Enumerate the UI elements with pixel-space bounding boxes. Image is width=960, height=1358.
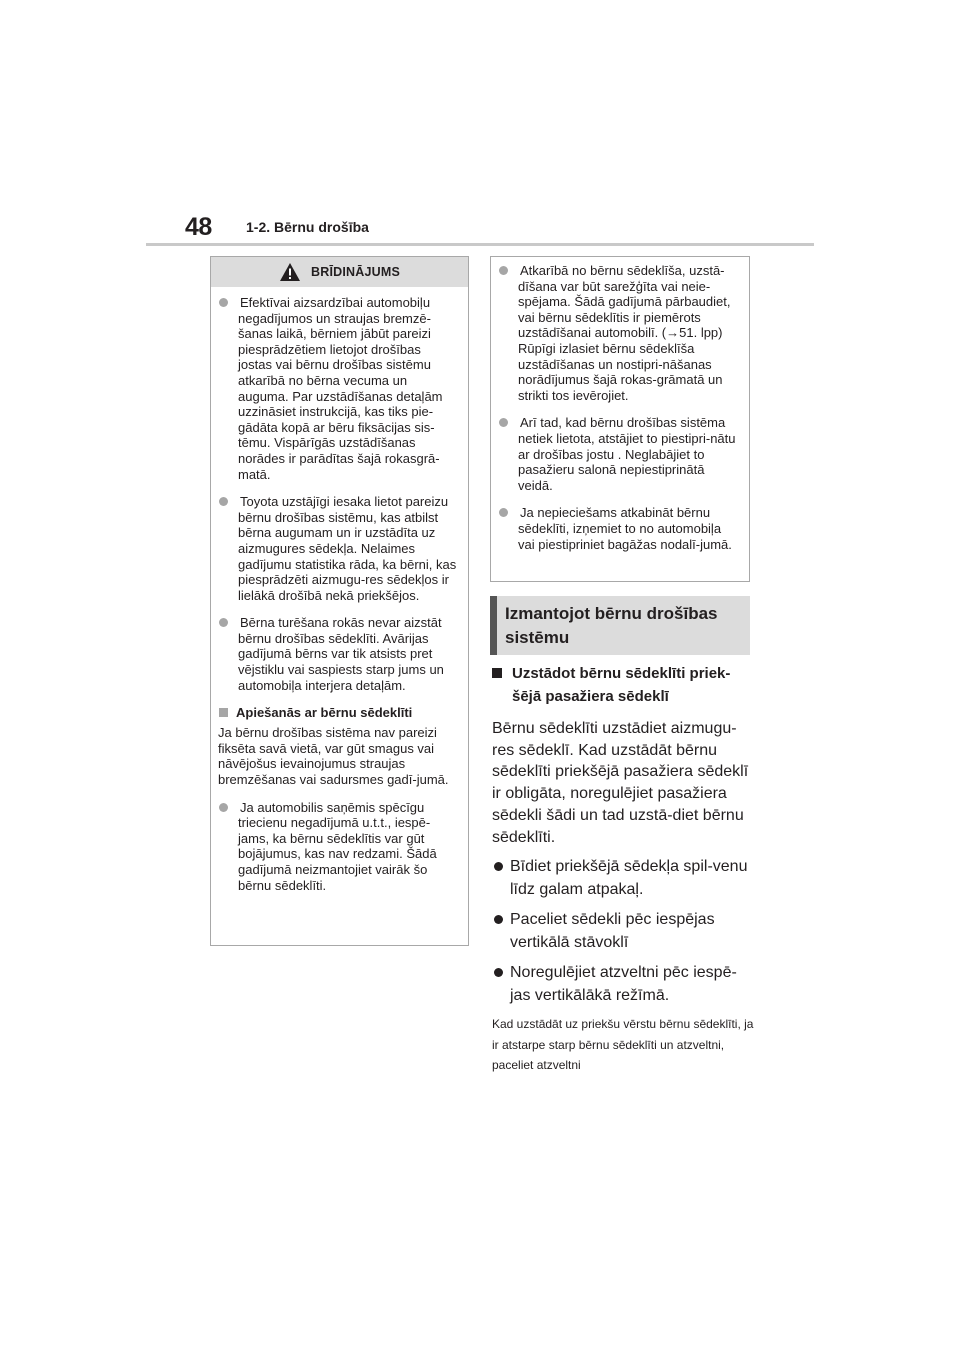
- warning-box: [210, 256, 469, 946]
- section-bullet: [492, 961, 754, 1007]
- warning-subheading: [216, 705, 458, 721]
- info-bullet-text: Arī tad, kad bērnu drošības sistēma netiek lietota, atstājiet to piestipri-nātu ar drošības jostu . Neglabājiet to pasažieru salonā nepiestiprinātā veidā.: [518, 415, 736, 493]
- bullet-dot-icon: [219, 298, 228, 307]
- section-bullet-text: Paceliet sēdekli pēc iespējas vertikālā stāvoklī: [510, 911, 715, 952]
- section-subheading: [492, 662, 754, 708]
- header-divider: [146, 243, 814, 246]
- warning-triangle-icon: [279, 262, 301, 282]
- square-bullet-icon: [219, 708, 228, 717]
- warning-subheading-text: Apiešanās ar bērnu sēdeklīti: [236, 705, 413, 721]
- warning-title: BRĪDINĀJUMS: [310, 265, 400, 279]
- section-heading: [490, 596, 750, 655]
- warning-bullet: [216, 494, 458, 603]
- bullet-dot-icon: [219, 803, 228, 812]
- bullet-dot-icon: [499, 266, 508, 275]
- section-bullet-text: Bīdiet priekšējā sēdekļa spil-venu līdz galam atpakaļ.: [510, 858, 748, 899]
- warning-bullet-text: Ja automobilis saņēmis spēcīgu triecienu negadījumā u.t.t., iespē-jams, ka bērnu sēdeklītis var gūt bojājumus, kas nav redzami. Šādā gadījumā neizmantojiet vairāk šo bērnu sēdeklīti.: [238, 799, 437, 893]
- warning-bullet: [216, 800, 458, 894]
- square-bullet-icon: [492, 668, 502, 678]
- section-subheading-text: Uzstādot bērnu sēdeklīti priek-šējā pasažiera sēdeklī: [512, 665, 731, 705]
- bullet-dot-icon: [499, 418, 508, 427]
- info-bullet: [496, 415, 739, 493]
- section-bullet: [492, 908, 754, 954]
- warning-bullet: [216, 295, 458, 482]
- section-title: 1-2. Bērnu drošība: [246, 219, 369, 235]
- right-column-text: [492, 662, 754, 1076]
- warning-header: [211, 257, 468, 287]
- section-bullet: [492, 855, 754, 901]
- section-body: Bērnu sēdeklīti uzstādiet aizmugu-res sēdeklī. Kad uzstādāt bērnu sēdeklīti priekšējā pasažiera sēdeklī ir obligāta, noregulējiet pasažiera sēdekli šādi un tad uzstā-diet bērnu sēdeklīti.: [492, 720, 749, 846]
- info-bullet-text: Ja nepieciešams atkabināt bērnu sēdeklīti, izņemiet to no automobiļa vai piestipriniet bagāžas nodalī-jumā.: [518, 505, 732, 552]
- bullet-dot-icon: [494, 862, 503, 871]
- page-number: 48: [185, 213, 212, 241]
- info-bullet: [496, 263, 739, 403]
- warning-bullet-text: Toyota uzstājīgi iesaka lietot pareizu bērnu drošības sistēmu, kas atbilst bērna augumam un ir uzstādīta uz aizmugures sēdekļa. Nelaimes gadījumu statistika rāda, ka bērni, kas piesprādzēti aizmugu-res sēdekļos ir lielākā drošībā nekā priekšējos.: [238, 494, 457, 603]
- bullet-dot-icon: [219, 497, 228, 506]
- bullet-dot-icon: [494, 968, 503, 977]
- bullet-dot-icon: [499, 508, 508, 517]
- bullet-dot-icon: [494, 915, 503, 924]
- bullet-dot-icon: [219, 618, 228, 627]
- info-bullet-text: Atkarībā no bērnu sēdeklīša, uzstā-dīšana var būt sarežģīta vai neie-spējama. Šādā gadījumā pārbaudiet, vai bērnu sēdeklītis ir piemērots uzstādīšanai automobilī. (→51. lpp) Rūpīgi izlasiet bērnu sēdeklīša uzstādīšanas un nostipri-nāšanas norādījumus šajā rokas-grāmatā un strikti tos ievērojiet.: [518, 263, 731, 403]
- warning-bullet: [216, 615, 458, 693]
- section-bullet-text: Noregulējiet atzveltni pēc iespē-jas vertikālākā režīmā.: [510, 964, 737, 1005]
- warning-bullet-text: Efektīvai aizsardzībai automobiļu negadījumos un straujas bremzē-šanas laikā, bērniem jābūt pareizi piesprādzētiem lietojot drošības jostas vai bērnu drošības sistēmu atkarībā no bērna vecuma un auguma. Par uzstādīšanas detaļām uzzināsiet instrukcijā, kas tiks pie-gādāta kopā ar bēru fiksācijas sis-tēmu. Vispārīgās uzstādīšanas norādes ir parādītas šajā rokasgrā-matā.: [238, 295, 443, 482]
- section-heading-line2: sistēmu: [505, 628, 570, 647]
- warning-paragraph: Ja bērnu drošības sistēma nav pareizi fiksēta savā vietā, var gūt smagus vai nāvējošus ievainojumus straujas bremzēšanas vai sadursmes gadī-jumā.: [218, 725, 449, 788]
- info-bullet: [496, 505, 739, 552]
- section-footnote: Kad uzstādāt uz priekšu vērstu bērnu sēdeklīti, ja ir atstarpe starp bērnu sēdeklīti un atzveltni, paceliet atzveltni: [492, 1017, 754, 1073]
- section-heading-line1: Izmantojot bērnu drošības: [505, 604, 718, 623]
- warning-bullet-text: Bērna turēšana rokās nevar aizstāt bērnu drošības sēdeklīti. Avārijas gadījumā bērns var tik atsists pret vējstiklu vai saspiests starp jums un automobiļa interjera detaļām.: [238, 615, 444, 693]
- info-box: [490, 256, 750, 582]
